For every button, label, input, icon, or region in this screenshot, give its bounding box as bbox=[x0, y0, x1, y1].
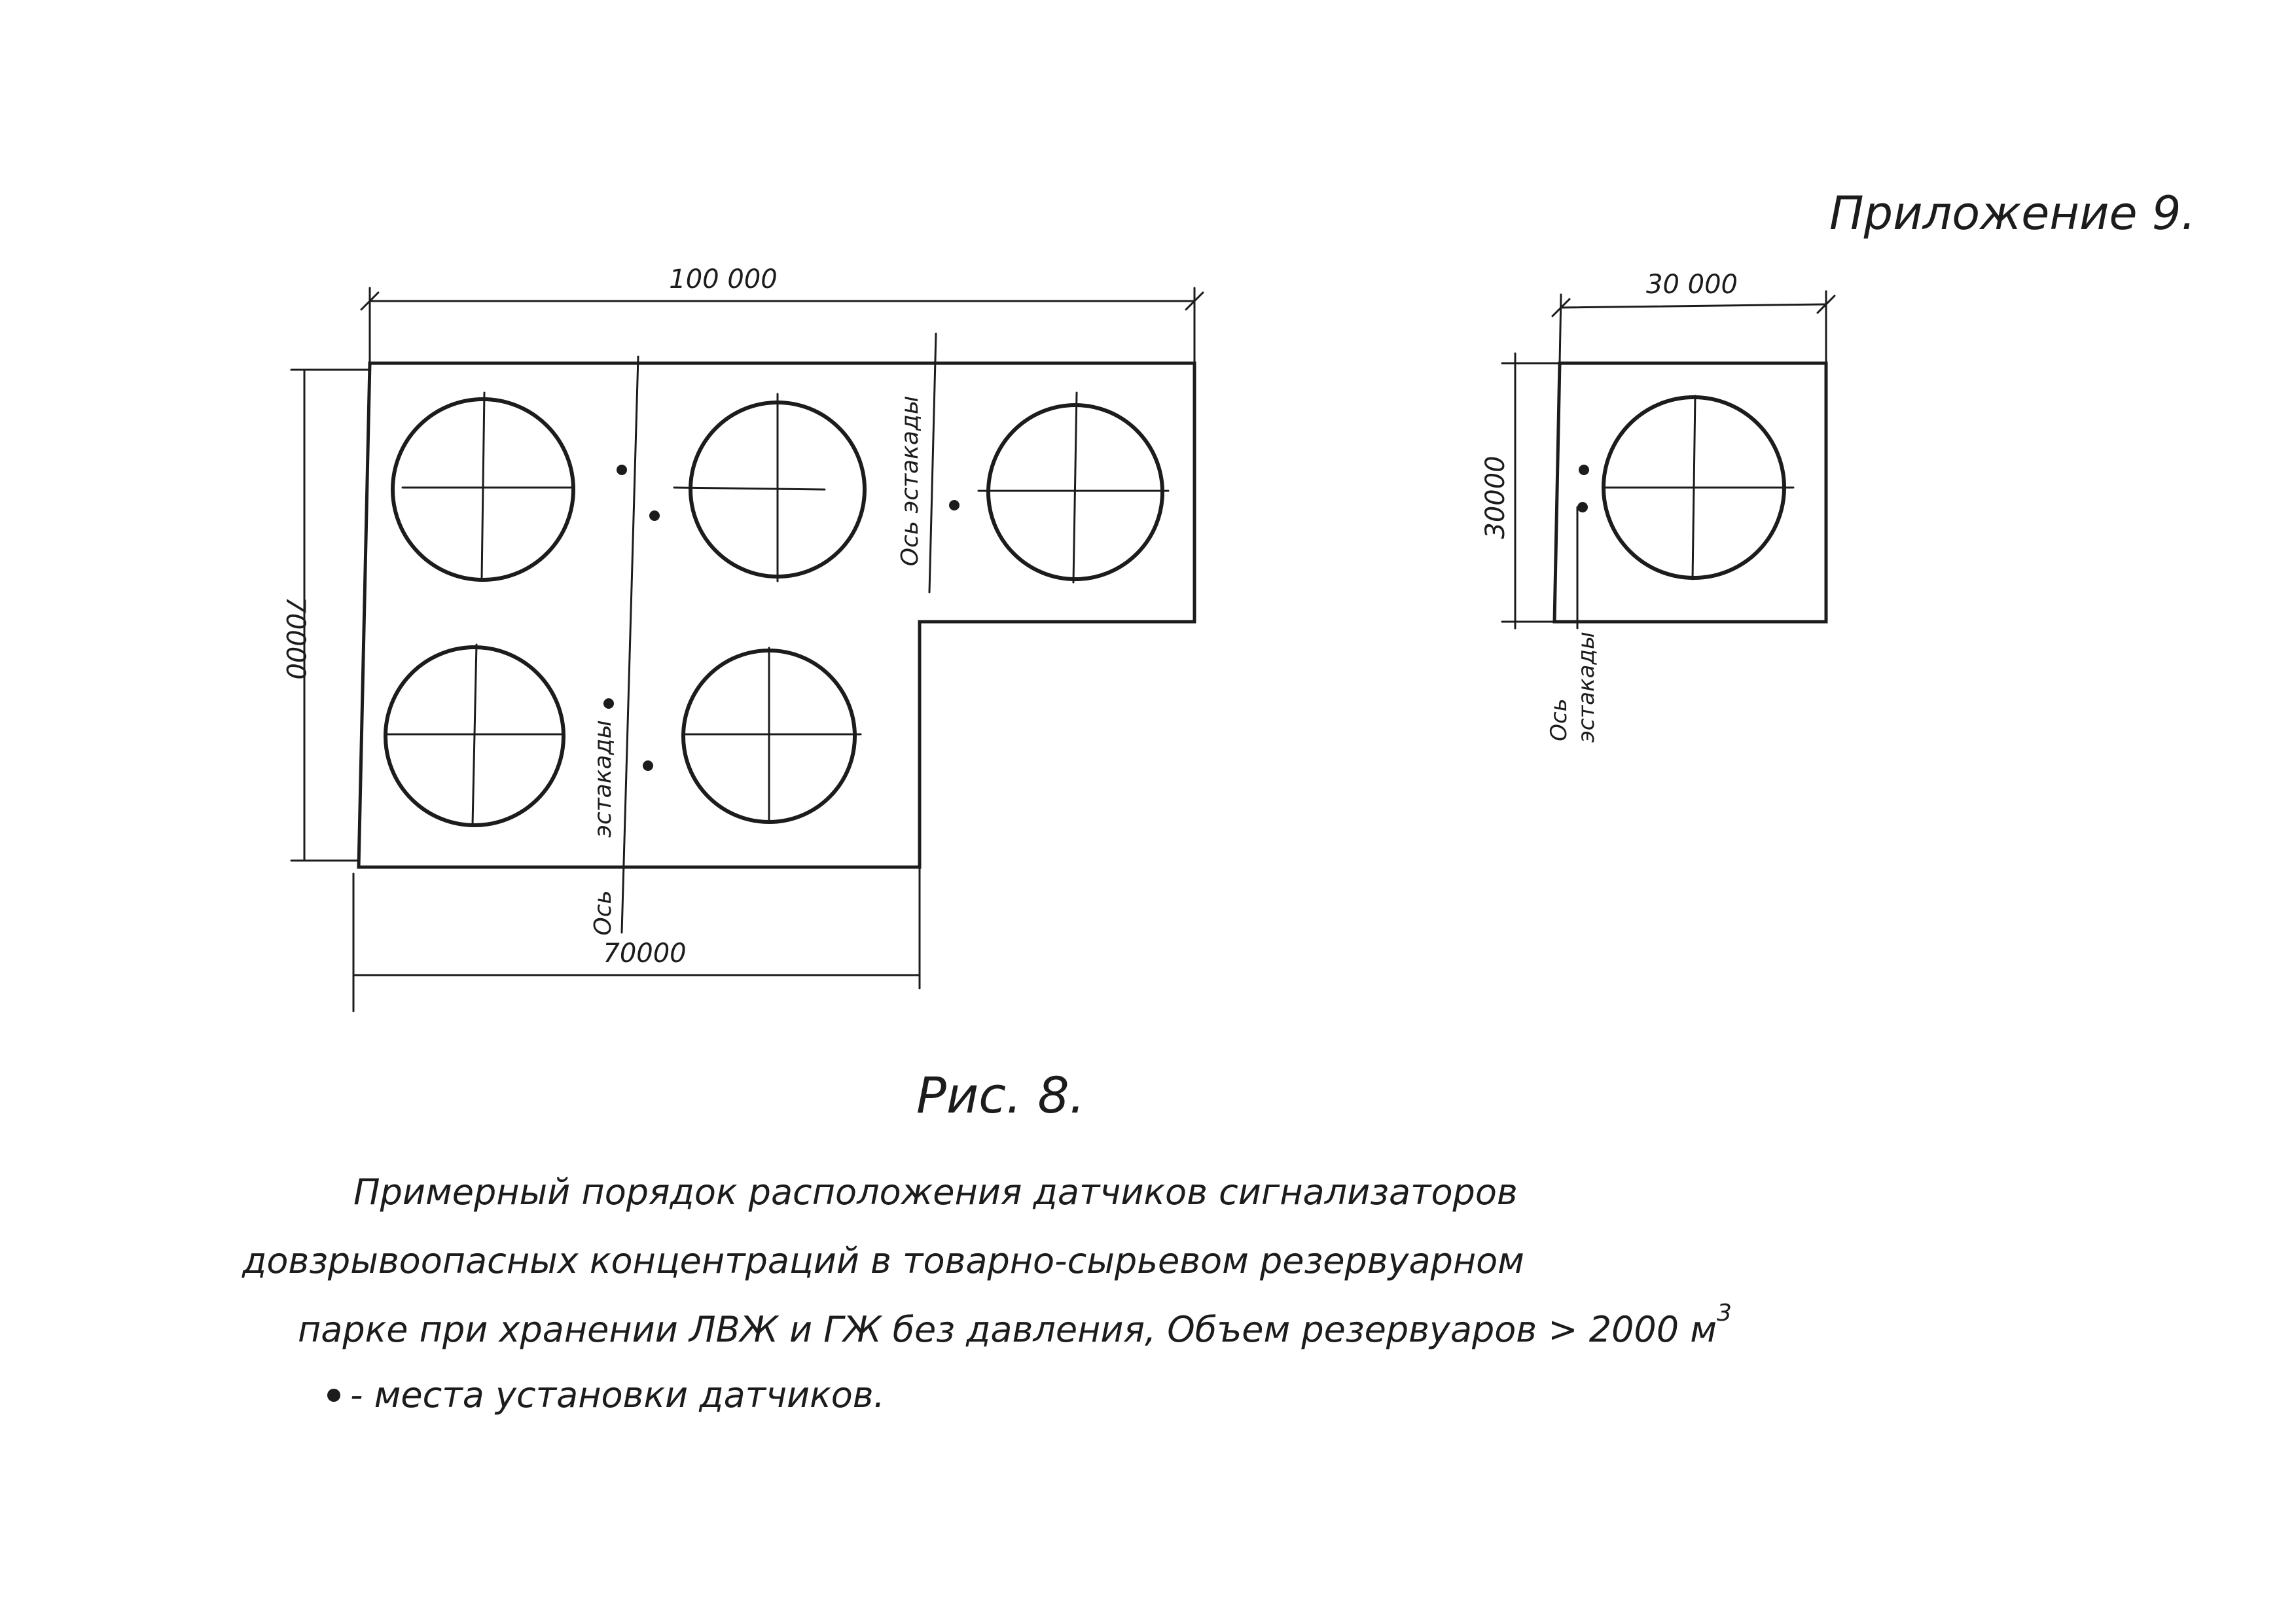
tank bbox=[978, 393, 1168, 582]
tank bbox=[683, 648, 861, 822]
sensor-marker bbox=[617, 465, 627, 475]
trestle-axis-label-line1: Ось bbox=[1546, 698, 1572, 741]
trestle-axis-lower bbox=[622, 357, 638, 933]
sensor-marker bbox=[327, 1389, 340, 1402]
sensor-marker bbox=[603, 698, 614, 709]
tank bbox=[386, 645, 564, 825]
tank-farm-plan-small bbox=[1480, 270, 1835, 743]
dimension-depth bbox=[1480, 353, 1560, 628]
legend bbox=[327, 1374, 885, 1416]
legend-text: - места установки датчиков. bbox=[350, 1374, 885, 1416]
dimension-depth-label: 30000 bbox=[1480, 455, 1511, 539]
appendix-label: Приложение 9. bbox=[1829, 187, 2196, 240]
sensor-marker bbox=[1579, 465, 1589, 475]
trestle-axis-label-lower-bottom: Ось bbox=[590, 890, 617, 936]
sensor-marker bbox=[949, 500, 960, 510]
trestle-axis-label-line2: эстакады bbox=[1573, 632, 1600, 743]
trestle-axis-label-lower-top: эстакады bbox=[590, 720, 617, 838]
dimension-width-label: 100 000 bbox=[669, 264, 778, 294]
trestle-axis-label-upper: Ось эстакады bbox=[897, 395, 924, 567]
sensor-marker bbox=[1577, 502, 1588, 512]
sensor-marker bbox=[649, 510, 660, 521]
dimension-depth-label: 70000 bbox=[280, 596, 310, 680]
caption-line: Примерный порядок расположения датчиков сигнализаторов bbox=[353, 1171, 1518, 1213]
dimension-bottom-label: 70000 bbox=[603, 938, 687, 969]
caption-line: парке при хранении ЛВЖ и ГЖ без давления, Объем резервуаров > 2000 $м^3$ bbox=[298, 1300, 1732, 1350]
tank bbox=[393, 393, 573, 580]
figure-number: Рис. 8. bbox=[916, 1066, 1085, 1124]
tank bbox=[1604, 396, 1793, 579]
dimension-bottom bbox=[353, 867, 920, 1011]
caption-line: довзрывоопасных концентраций в товарно-сырьевом резервуарном bbox=[242, 1240, 1524, 1281]
trestle-axis-upper bbox=[929, 334, 936, 592]
dimension-depth bbox=[280, 370, 370, 861]
dimension-width bbox=[361, 264, 1203, 363]
tank-farm-plan-large bbox=[280, 264, 1203, 1011]
tank bbox=[674, 394, 865, 581]
dimension-width bbox=[1552, 270, 1835, 363]
dimension-width-label: 30 000 bbox=[1646, 270, 1738, 300]
sensor-marker bbox=[643, 760, 653, 771]
